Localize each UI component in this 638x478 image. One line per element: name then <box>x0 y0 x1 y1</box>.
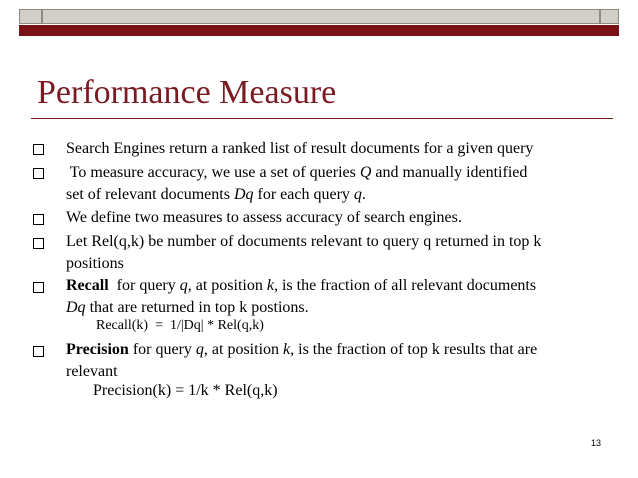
bullet-5-text <box>66 275 626 319</box>
header-cell <box>42 9 600 24</box>
bullet-marker <box>33 346 44 357</box>
text-run: and manually identified <box>371 164 528 181</box>
title-underline <box>31 118 613 119</box>
precision-formula: Precision(k) = 1/k * Rel(q,k) <box>93 382 278 399</box>
bullet-6-text <box>66 339 626 383</box>
header-stripe <box>19 25 619 36</box>
bullet-1-line1: Search Engines return a ranked list of result documents for a given query <box>66 140 534 157</box>
bullet-3-text <box>66 207 626 229</box>
bullet-marker <box>33 238 44 249</box>
text-run: relevant <box>66 363 118 380</box>
text-run: Dq <box>233 186 254 203</box>
text-run: q, <box>179 277 192 294</box>
bullet-2-text <box>66 162 626 206</box>
header-cell <box>600 9 619 24</box>
text-run: for query <box>128 341 196 358</box>
text-run: for query <box>108 277 180 294</box>
text-run: is the fraction of all relevant documents <box>277 277 537 294</box>
bullet-1-text <box>66 138 626 160</box>
text-run: at position <box>191 277 267 294</box>
bullet-4-line2: positions <box>66 255 124 272</box>
text-run: . <box>361 186 366 203</box>
page-number: 13 <box>591 438 602 448</box>
text-run: , at position <box>203 341 284 358</box>
text-run: q <box>195 341 204 358</box>
slide-title: Performance Measure <box>37 74 337 111</box>
text-run: k, <box>266 277 278 294</box>
text-run: set of relevant documents <box>66 186 234 203</box>
recall-formula: Recall(k) = 1/|Dq| * Rel(q,k) <box>96 318 264 333</box>
text-run: q <box>353 186 362 203</box>
bullet-4-text <box>66 231 626 275</box>
text-run: Q <box>359 164 372 181</box>
bullet-marker <box>33 144 44 155</box>
header-decoration <box>0 0 638 36</box>
bullet-marker <box>33 282 44 293</box>
text-run: Dq <box>66 299 86 316</box>
text-run: Precision <box>66 341 129 358</box>
bullet-4-line1: Let Rel(q,k) be number of documents relevant to query q returned in top k <box>66 233 542 250</box>
text-run: Recall <box>66 277 109 294</box>
text-run: , is the fraction of top k results that are <box>290 341 538 358</box>
bullet-marker <box>33 214 44 225</box>
text-run: that are returned in top k postions. <box>85 299 309 316</box>
text-run: for each query <box>253 186 354 203</box>
text-run: k <box>283 341 291 358</box>
header-cell <box>19 9 42 24</box>
bullet-marker <box>33 168 44 179</box>
bullet-3-line1: We define two measures to assess accuracy of search engines. <box>66 209 462 226</box>
text-run: To measure accuracy, we use a set of queries <box>66 164 360 181</box>
